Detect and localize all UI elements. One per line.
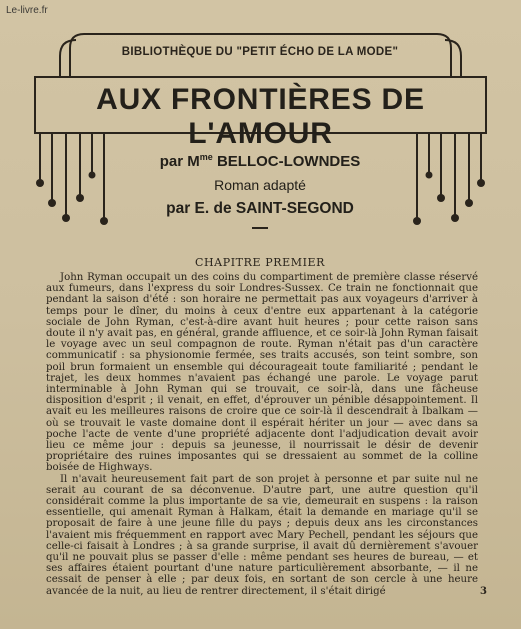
author-prefix: par M [159,153,200,170]
adapted-line: Roman adapté [214,177,306,193]
series-title: BIBLIOTHÈQUE DU "PETIT ÉCHO DE LA MODE" [121,46,399,58]
chapter-heading: CHAPITRE PREMIER [194,256,326,269]
book-title: AUX FRONTIÈRES DE L'AMOUR [96,83,425,150]
translator-line: par E. de SAINT-SEGOND [166,200,354,217]
author-name: BELLOC-LOWNDES [216,153,361,170]
page-number: 3 [480,586,487,597]
body-text [46,272,478,597]
author-title-sup: me [199,152,213,162]
paragraph: John Ryman occupait un des coins du compartiment de première classe réservé aux fumeurs, dans l'express du soir Londres-Sussex. Ce train ne fonctionnait que pendant la saison d'été : son horaire ne permettait pas aux voyageurs d'arriver à temps pour le dîner, du moins à ceux d'entre eux appartenant à la catégorie sociale de John Ryman, c'est-à-dire avant huit heures ; pour cette raison sans doute il n'y avait pas, en général, grande affluence, et ce soir-là John Ryman faisait le voyage avec un seul compagnon de route. Ryman n'était pas d'un caractère communicatif : sa physionomie fermée, ses traits accusés, son teint sombre, son poil brun formaient un ensemble qui décourageait toute familiarité ; pendant le trajet, les deux hommes n'avaient pas échangé une parole. Le voyage parut interminable à John Ryman qui se trouvait, ce soir-là, dans une fâcheuse disposition d'esprit ; il venait, en effet, d'éprouver un pénible désappointement. Il avait eu les meilleures raisons de croire que ce soir-là il descendrait à Ibalkam — où se trouvait le vaste domaine dont il espérait hériter un jour — avec dans sa poche l'acte de vente d'une propriété adjacente dont l'adjudication devait avoir lieu ce même jour : depuis sa jeunesse, il nourrissait le désir de devenir propriétaire des ruines imposantes qui se dressaient au sommet de la colline boisée de Highways. [46,272,478,474]
author-line [90,152,430,170]
watermark: Le-livre.fr [6,5,48,16]
paragraph: Il n'avait heureusement fait part de son projet à personne et par suite nul ne serait au courant de sa déconvenue. D'autre part, une autre question qu'il considérait comme la plus importante de sa vie, demeurait en suspens : la raison essentielle, qui amenait Ryman à Halkam, était la demande en mariage qu'il se proposait de faire à une jeune fille du pays ; depuis deux ans les circonstances l'avaient mis fréquemment en rapport avec Mary Pechell, pendant les séjours que celle-ci faisait à Londres ; à sa grande surprise, il avait dû dernièrement s'avouer qu'il ne pouvait plus se passer d'elle : même pendant ses heures de bureau, — et ses affaires étaient pourtant d'une nature particulièrement absorbante, — il ne cessait de penser à elle ; par deux fois, en sortant de son cercle à une heure avancée de la nuit, au lieu de rentrer directement, il s'était dirigé [46,473,478,597]
